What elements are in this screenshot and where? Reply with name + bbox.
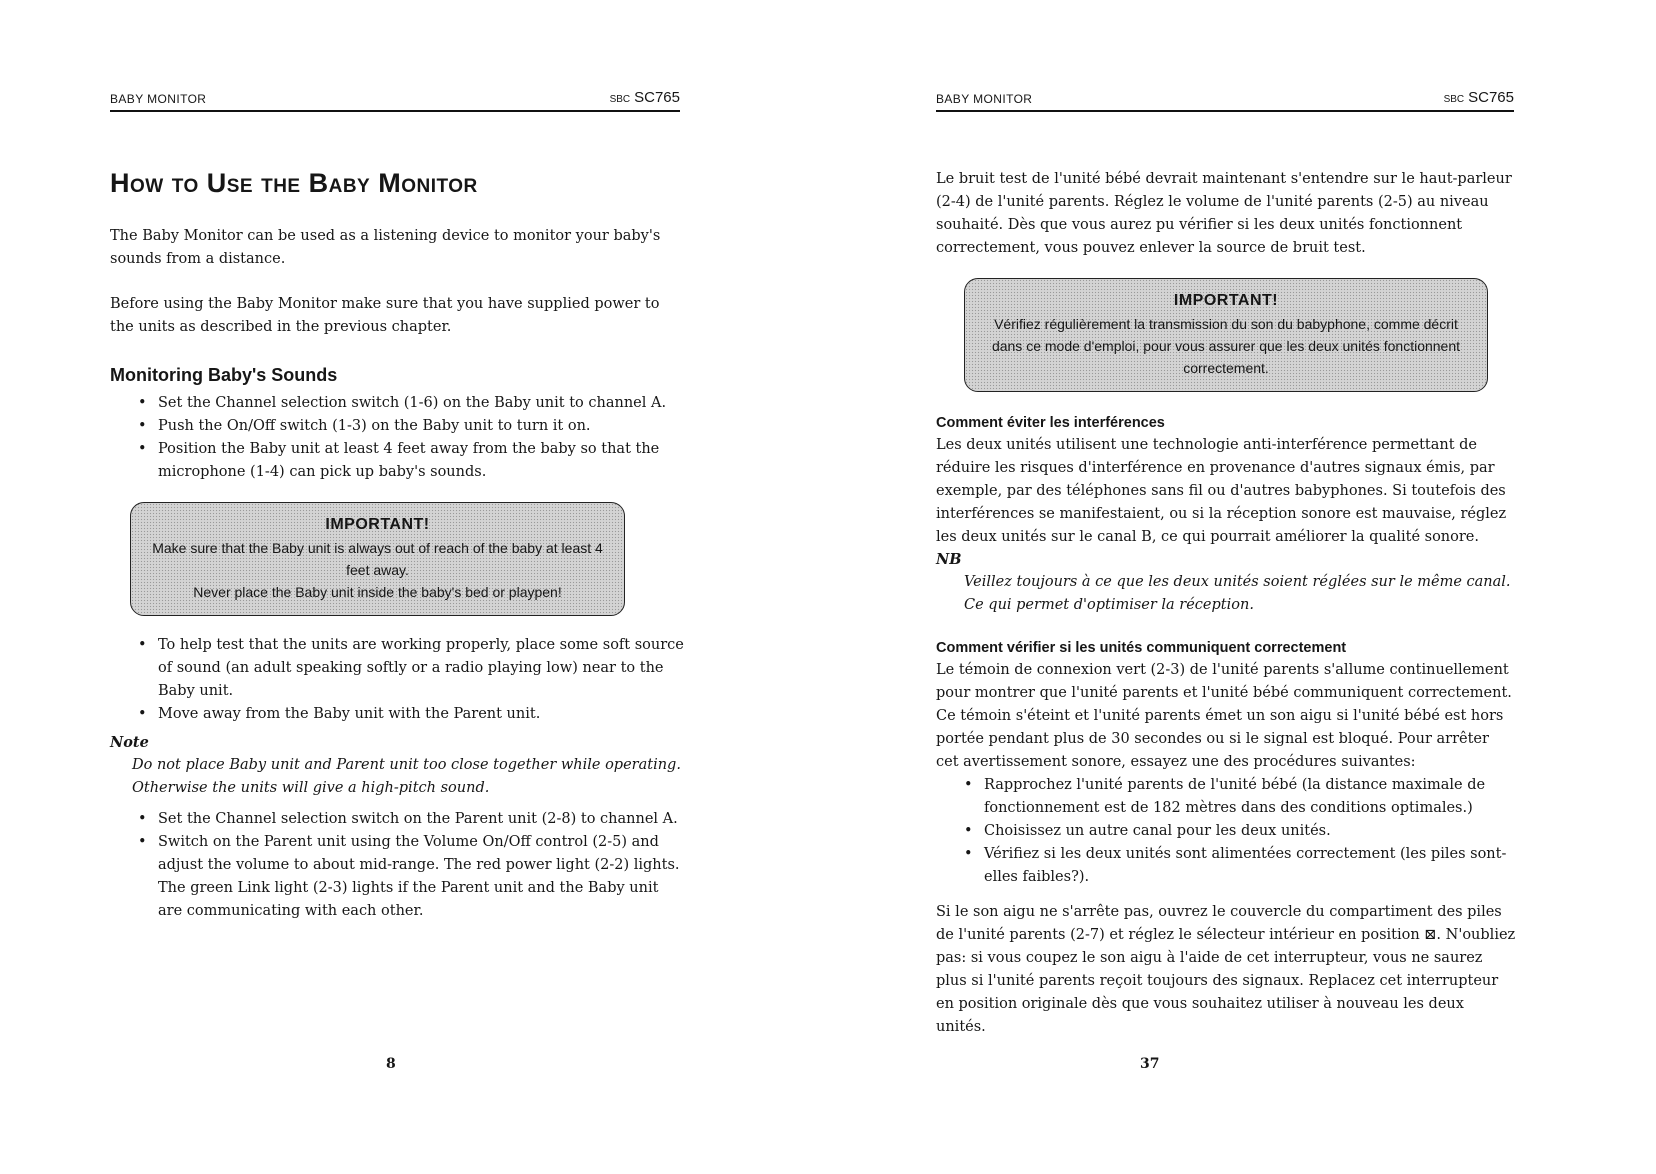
section-heading: Monitoring Baby's Sounds xyxy=(110,365,338,385)
header-title: BABY MONITOR xyxy=(110,92,207,106)
list-item: • Set the Channel selection switch on the Parent unit (2-8) to channel A. xyxy=(158,808,685,831)
bullet-list xyxy=(110,634,685,726)
model-number: SC765 xyxy=(634,89,680,106)
important-line: Never place the Baby unit inside the baby's bed or playpen! xyxy=(193,584,562,600)
model-prefix: SBC xyxy=(609,94,631,105)
right-page xyxy=(828,0,1656,1174)
section-heading: Comment éviter les interférences xyxy=(936,415,1165,431)
nb-label: NB xyxy=(936,551,962,568)
nb-text: Veillez toujours à ce que les deux unités soient réglées sur le même canal. Ce qui permet d'optimiser la réception. xyxy=(964,574,1511,613)
bullet-list xyxy=(110,808,685,923)
body-paragraph: Le témoin de connexion vert (2-3) de l'unité parents s'allume continuellement pour montrer que l'unité parents et l'unité bébé communiquent correctement. xyxy=(936,662,1512,701)
important-title: IMPORTANT! xyxy=(325,516,430,533)
list-item: • To help test that the units are working properly, place some soft source of sound (an adult speaking softly or a radio playing low) near to the Baby unit. xyxy=(158,634,685,703)
list-item: • Rapprochez l'unité parents de l'unité bébé (la distance maximale de fonctionnement est de 182 mètres dans des conditions optimales.) xyxy=(984,774,1516,820)
section-heading: Comment vérifier si les unités communiquent correctement xyxy=(936,640,1347,656)
note-label: Note xyxy=(110,734,149,751)
intro-paragraph: Le bruit test de l'unité bébé devrait maintenant s'entendre sur le haut-parleur (2-4) de l'unité parents. Réglez le volume de l'unité parents (2-5) au niveau souhaité. Dès que vous aurez pu vérifier si les deux unités fonctionnent correctement, vous pouvez enlever la source de bruit test. xyxy=(936,171,1512,256)
header-model xyxy=(1444,89,1514,106)
right-content xyxy=(936,168,1516,1039)
important-box xyxy=(964,278,1488,392)
list-item: • Move away from the Baby unit with the Parent unit. xyxy=(158,703,685,726)
list-item: • Choisissez un autre canal pour les deux unités. xyxy=(984,820,1516,843)
body-paragraph: Les deux unités utilisent une technologie anti-interférence permettant de réduire les risques d'interférence en provenance d'autres signaux émis, par exemple, par des téléphones sans fil ou d'autres babyphones. Si toutefois des interférences se manifestaient, ou si la réception sonore est mauvaise, réglez les deux unités sur le canal B, ce qui pourrait améliorer la qualité sonore. xyxy=(936,437,1507,545)
page-number: 37 xyxy=(1140,1056,1160,1072)
list-item: • Switch on the Parent unit using the Volume On/Off control (2-5) and adjust the volume to about mid-range. The red power light (2-2) lights. The green Link light (2-3) lights if the Parent unit and the Baby unit are communicating with each other. xyxy=(158,831,685,923)
page-number: 8 xyxy=(386,1056,396,1072)
running-header xyxy=(936,84,1514,112)
model-number: SC765 xyxy=(1468,89,1514,106)
running-header xyxy=(110,84,680,112)
list-item: • Position the Baby unit at least 4 feet away from the baby so that the microphone (1-4) can pick up baby's sounds. xyxy=(158,438,685,484)
important-title: IMPORTANT! xyxy=(1173,292,1279,309)
left-content xyxy=(110,168,685,923)
important-box xyxy=(130,502,625,616)
body-paragraph: Si le son aigu ne s'arrête pas, ouvrez le couvercle du compartiment des piles de l'unité parents (2-7) et réglez le sélecteur intérieur en position ⊠. N'oubliez pas: si vous coupez le son aigu à l'aide de cet interrupteur, vous ne saurez plus si l'unité parents reçoit toujours des signaux. Replacez cet interrupteur en position originale dès que vous souhaitez utiliser à nouveau les deux unités. xyxy=(936,904,1516,1035)
intro-paragraph: Before using the Baby Monitor make sure that you have supplied power to the units as described in the previous chapter. xyxy=(110,296,660,335)
body-paragraph: Ce témoin s'éteint et l'unité parents émet un son aigu si l'unité bébé est hors portée pendant plus de 30 secondes ou si le signal est bloqué. Pour arrêter cet avertissement sonore, essayez une des procédures suivantes: xyxy=(936,708,1504,770)
intro-paragraph: The Baby Monitor can be used as a listening device to monitor your baby's sounds from a distance. xyxy=(110,228,661,267)
list-item: • Vérifiez si les deux unités sont alimentées correctement (les piles sont-elles faibles?). xyxy=(984,843,1516,889)
bullet-list xyxy=(936,774,1516,889)
important-line: Vérifiez régulièrement la transmission du son du babyphone, comme décrit dans ce mode d'emploi, pour vous assurer que les deux unités fonctionnent correctement. xyxy=(991,316,1461,376)
header-title: BABY MONITOR xyxy=(936,92,1033,106)
model-prefix: SBC xyxy=(1443,94,1465,105)
bullet-list xyxy=(110,392,685,484)
header-model xyxy=(610,89,680,106)
important-line: Make sure that the Baby unit is always out of reach of the baby at least 4 feet away. xyxy=(152,540,603,578)
list-item: • Set the Channel selection switch (1-6) on the Baby unit to channel A. xyxy=(158,392,685,415)
page-title: How to Use the Baby Monitor xyxy=(110,168,478,198)
note-text: Do not place Baby unit and Parent unit too close together while operating. Otherwise the units will give a high-pitch sound. xyxy=(132,757,681,796)
list-item: • Push the On/Off switch (1-3) on the Baby unit to turn it on. xyxy=(158,415,685,438)
